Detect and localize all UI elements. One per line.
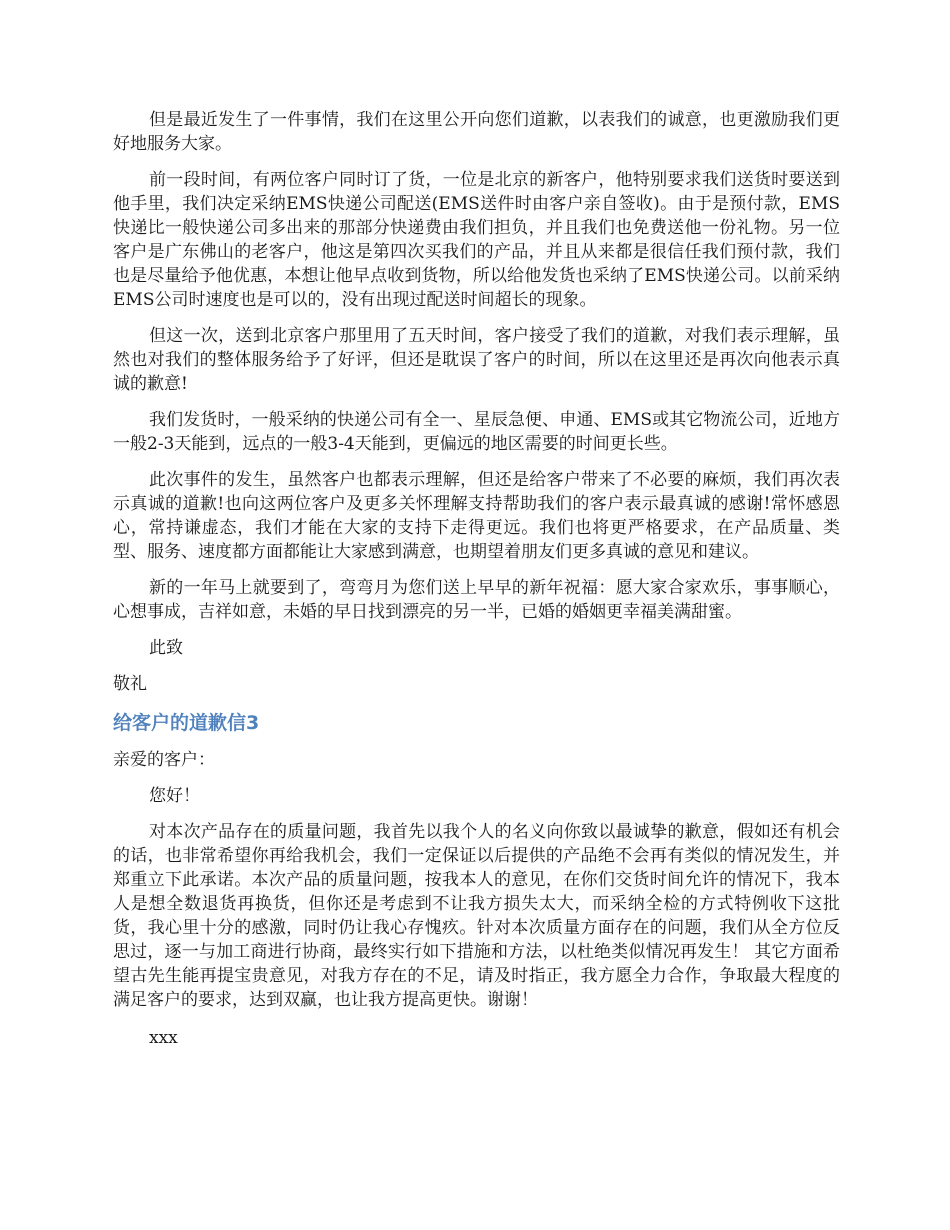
salute-line: 敬礼 [113,674,147,694]
paragraph: 对本次产品存在的质量问题，我首先以我个人的名义向你致以最诚挚的歉意，假如还有机会的话，也非常希望你再给我机会，我们一定保证以后提供的产品绝不会再有类似的情况发生，并郑重立下此承诺。本次产品的质量问题，按我本人的意见，在你们交货时间允许的情况下，我本人是想全数退货再换货，但你还是考虑到不让我方损失太大，而采纳全检的方式特例收下这批货，我心里十分的感激，同时仍让我心存愧疚。针对本次质量方面存在的问题，我们从全方位反思过，逐一与加工商进行协商，最终实行如下措施和方法，以杜绝类似情况再发生！ 其它方面希望古先生能再提宝贵意见，对我方存在的不足，请及时指正，我方愿全力合作，争取最大程度的满足客户的要求，达到双赢，也让我方提高更快。谢谢！ [113,822,840,1010]
paragraph: 此次事件的发生，虽然客户也都表示理解，但还是给客户带来了不必要的麻烦，我们再次表示真诚的道歉!也向这两位客户及更多关怀理解支持帮助我们的客户表示最真诚的感谢!常怀感恩心，常持谦虚态，我们才能在大家的支持下走得更远。我们也将更严格要求，在产品质量、类型、服务、速度都方面都能让大家感到满意，也期望着朋友们更多真诚的意见和建议。 [113,470,840,562]
section-heading: 给客户的道歉信3 [113,712,260,734]
paragraph: 但是最近发生了一件事情，我们在这里公开向您们道歉，以表我们的诚意，也更激励我们更好地服务大家。 [113,110,840,154]
signature: xxx [149,1028,178,1048]
paragraph: 新的一年马上就要到了，弯弯月为您们送上早早的新年祝福：愿大家合家欢乐，事事顺心，心想事成，吉祥如意，未婚的早日找到漂亮的另一半，已婚的婚姻更幸福美满甜蜜。 [113,578,840,622]
document-body [113,108,840,1050]
hello-line: 您好！ [149,786,200,806]
paragraph: 但这一次，送到北京客户那里用了五天时间，客户接受了我们的道歉，对我们表示理解，虽然也对我们的整体服务给予了好评，但还是耽误了客户的时间，所以在这里还是再次向他表示真诚的歉意! [113,326,840,394]
paragraph: 我们发货时，一般采纳的快递公司有全一、星辰急便、申通、EMS或其它物流公司，近地方一般2-3天能到，远点的一般3-4天能到，更偏远的地区需要的时间更长些。 [113,410,840,454]
greeting-line: 亲爱的客户： [113,750,215,770]
paragraph: 前一段时间，有两位客户同时订了货，一位是北京的新客户，他特别要求我们送货时要送到他手里，我们决定采纳EMS快递公司配送(EMS送件时由客户亲自签收)。由于是预付款，EMS快递比一般快递公司多出来的那部分快递费由我们担负，并且我们也免费送他一份礼物。另一位客户是广东佛山的老客户，他这是第四次买我们的产品，并且从来都是很信任我们预付款，我们也是尽量给予他优惠，本想让他早点收到货物，所以给他发货也采纳了EMS快递公司。以前采纳EMS公司时速度也是可以的，没有出现过配送时间超长的现象。 [113,170,840,310]
closing-line: 此致 [149,638,183,658]
